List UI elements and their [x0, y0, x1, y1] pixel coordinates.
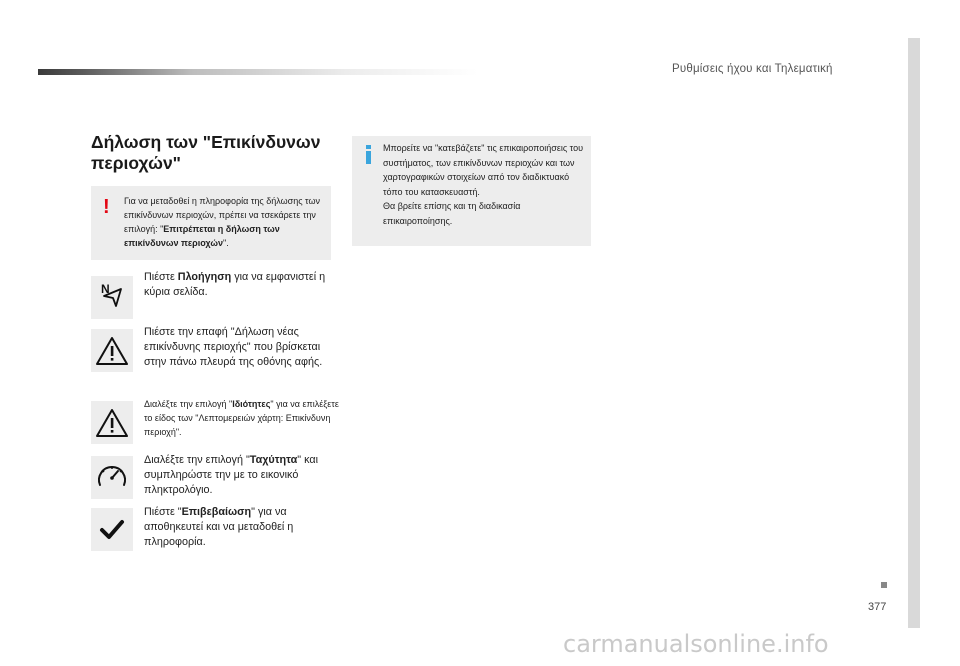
watermark: carmanualsonline.info: [563, 630, 829, 658]
info-note: [352, 136, 591, 246]
page-number: 377: [868, 601, 887, 613]
info-text: Μπορείτε να "κατεβάζετε" τις επικαιροποιήσεις του συστήματος, των επικίνδυνων περιοχών και των χαρτογραφικών στοιχείων από τον διαδικτυακό τόπο του κατασκευαστή. Θα βρείτε επίσης και τη διαδικασία επικαιροποίησης.: [383, 143, 584, 226]
step-4-text: Διαλέξτε την επιλογή "Ταχύτητα" και συμπληρώστε την με το εικονικό πληκτρολόγιο.: [144, 454, 319, 496]
section-title: Δήλωση των "Επικίνδυνων περιοχών": [91, 132, 321, 173]
step-5-text: Πιέστε "Επιβεβαίωση" για να αποθηκευτεί και να μεταδοθεί η πληροφορία.: [144, 506, 294, 548]
svg-text:N: N: [101, 282, 110, 296]
warning-triangle-icon: [91, 329, 133, 372]
warning-note: [91, 186, 331, 260]
info-icon: [364, 145, 373, 164]
exclamation-icon: !: [103, 196, 110, 218]
checkmark-icon: [91, 508, 133, 551]
step-3-text: Διαλέξτε την επιλογή "Ιδιότητες" για να επιλέξετε το είδος των "Λεπτομερειών χάρτη: Επικίνδυνη περιοχή".: [144, 399, 339, 437]
page-marker: [881, 582, 887, 588]
speedometer-icon: [91, 456, 133, 499]
chapter-title: Ρυθμίσεις ήχου και Τηλεματική: [672, 63, 833, 75]
warning-text: Για να μεταδοθεί η πληροφορία της δήλωσης των επικίνδυνων περιοχών, πρέπει να τσεκάρετε την επιλογή: "Επιτρέπεται η δήλωση των επικίνδυνων περιοχών".: [124, 196, 321, 248]
step-2-text: Πιέστε την επαφή "Δήλωση νέας επικίνδυνης περιοχής" που βρίσκεται στην πάνω πλευρά της οθόνης αφής.: [144, 326, 323, 368]
navigation-icon: [91, 276, 133, 319]
warning-triangle-icon: [91, 401, 133, 444]
header-gradient-bar: [38, 69, 478, 75]
step-1-text: Πιέστε Πλοήγηση για να εμφανιστεί η κύρια σελίδα.: [144, 271, 326, 298]
side-strip: [908, 38, 920, 628]
